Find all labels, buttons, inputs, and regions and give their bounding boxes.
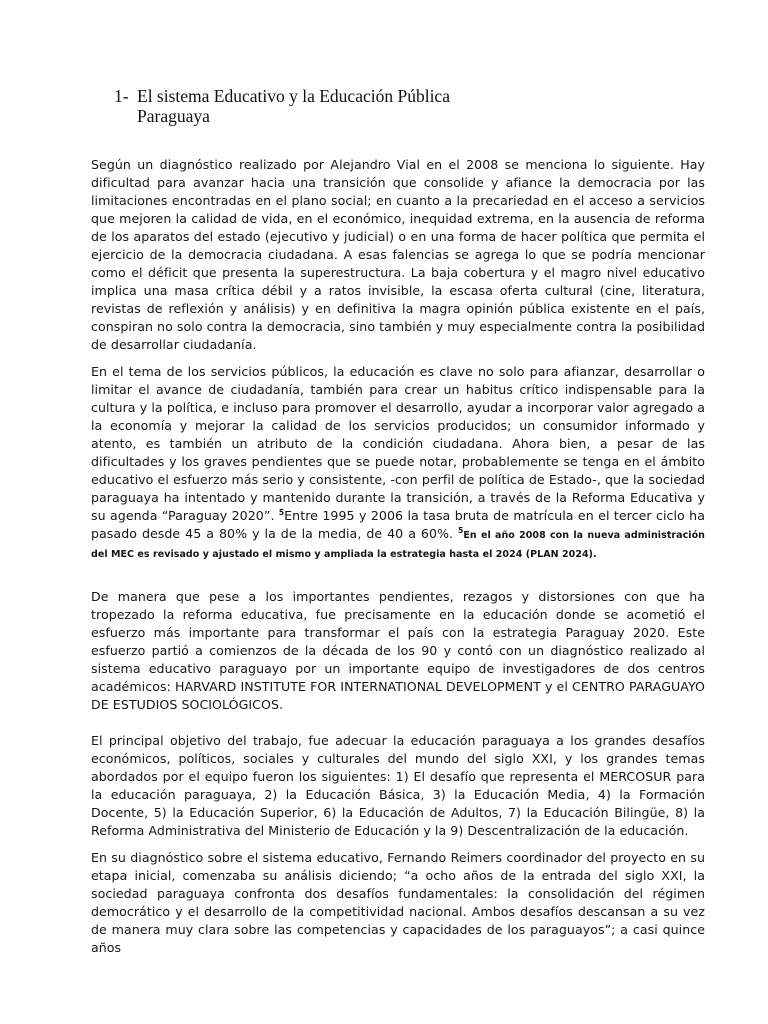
paragraph-5: En su diagnóstico sobre el sistema educativo, Fernando Reimers coordinador del proyecto en su etapa inicial, comenzaba su análisis diciendo; “a ocho años de la entrada del siglo XXI, la sociedad paraguaya confronta dos desafíos fundamentales: la consolidación del régimen democrático y el desarrollo de la competitividad nacional. Ambos desafíos descansan a su vez de manera muy clara sobre las competencias y capacidades de los paraguayos”; a casi quince años	[91, 849, 705, 955]
footnote-text: En el año 2008 con la nueva administración del MEC es revisado y ajustado el mismo y ampliada la estrategia hasta el 2024 (PLAN 2024).	[91, 530, 705, 561]
heading-number: 1-	[114, 86, 129, 106]
heading-line-1	[114, 86, 450, 106]
paragraph-2-text: En el tema de los servicios públicos, la educación es clave no solo para afianzar, desarrollar o limitar el avance de ciudadanía, también para crear un habitus crítico indispensable para la cultura y la política, e incluso para promover el desarrollo, ayudar a incorporar valor agregado a la economía y mejorar la calidad de los servicios producidos; un consumidor informado y atento, es también un atributo de la condición ciudadana. Ahora bien, a pesar de las dificultades y los graves pendientes que se puede notar, probablemente se tenga en el ámbito educativo el esfuerzo más serio y consistente, -con perfil de política de Estado-, que la sociedad paraguaya ha intentado y mantenido durante la transición, a través de la Reforma Educativa y su agenda “Paraguay 2020”.	[91, 363, 705, 523]
paragraph-2	[91, 363, 705, 563]
heading-title: El sistema Educativo y la Educación Pública	[137, 86, 450, 106]
paragraph-3: De manera que pese a los importantes pendientes, rezagos y distorsiones con que ha tropezado la reforma educativa, fue precisamente en la educación donde se acometió el esfuerzo más importante para transformar el país con la estrategia Paraguay 2020. Este esfuerzo partió a comienzos de la década de los 90 y contó con un diagnóstico realizado al sistema educativo paraguayo por un importante equipo de investigadores de dos centros académicos: HARVARD INSTITUTE FOR INTERNATIONAL DEVELOPMENT y el CENTRO PARAGUAYO DE ESTUDIOS SOCIOLÓGICOS.	[91, 588, 705, 712]
section-heading	[114, 86, 450, 126]
footnote-marker: 5	[278, 507, 285, 517]
paragraph-1: Según un diagnóstico realizado por Alejandro Vial en el 2008 se menciona lo siguiente. Hay dificultad para avanzar hacia una transición que consolide y afiance la democracia por las limitaciones encontradas en el plano social; en cuanto a la precariedad en el acceso a servicios que mejoren la calidad de vida, en el económico, inequidad extrema, en la ausencia de reforma de los aparatos del estado (ejecutivo y judicial) o en una forma de hacer política que permita el ejercicio de la democracia ciudadana. A esas falencias se agrega lo que se podría mencionar como el déficit que presenta la superestructura. La baja cobertura y el magro nivel educativo implica una masa crítica débil y a ratos invisible, la escasa oferta cultural (cine, literatura, revistas de reflexión y análisis) y en definitiva la magra opinión pública existente en el país, conspiran no solo contra la democracia, sino también y muy especialmente contra la posibilidad de desarrollar ciudadanía.	[91, 156, 705, 353]
paragraph-2-continuation: Entre 1995 y 2006 la tasa bruta de matrícula en el tercer ciclo ha pasado desde 45 a 80% y la de la media, de 40 a 60%.	[91, 507, 705, 542]
heading-line-2: Paraguaya	[137, 106, 210, 126]
footnote-marker: 5	[458, 526, 464, 536]
paragraph-4: El principal objetivo del trabajo, fue adecuar la educación paraguaya a los grandes desafíos económicos, políticos, sociales y culturales del mundo del siglo XXI, y los grandes temas abordados por el equipo fueron los siguientes: 1) El desafío que representa el MERCOSUR para la educación paraguaya, 2) la Educación Básica, 3) la Educación Media, 4) la Formación Docente, 5) la Educación Superior, 6) la Educación de Adultos, 7) la Educación Bilingüe, 8) la Reforma Administrativa del Ministerio de Educación y la 9) Descentralización de la educación.	[91, 732, 705, 838]
